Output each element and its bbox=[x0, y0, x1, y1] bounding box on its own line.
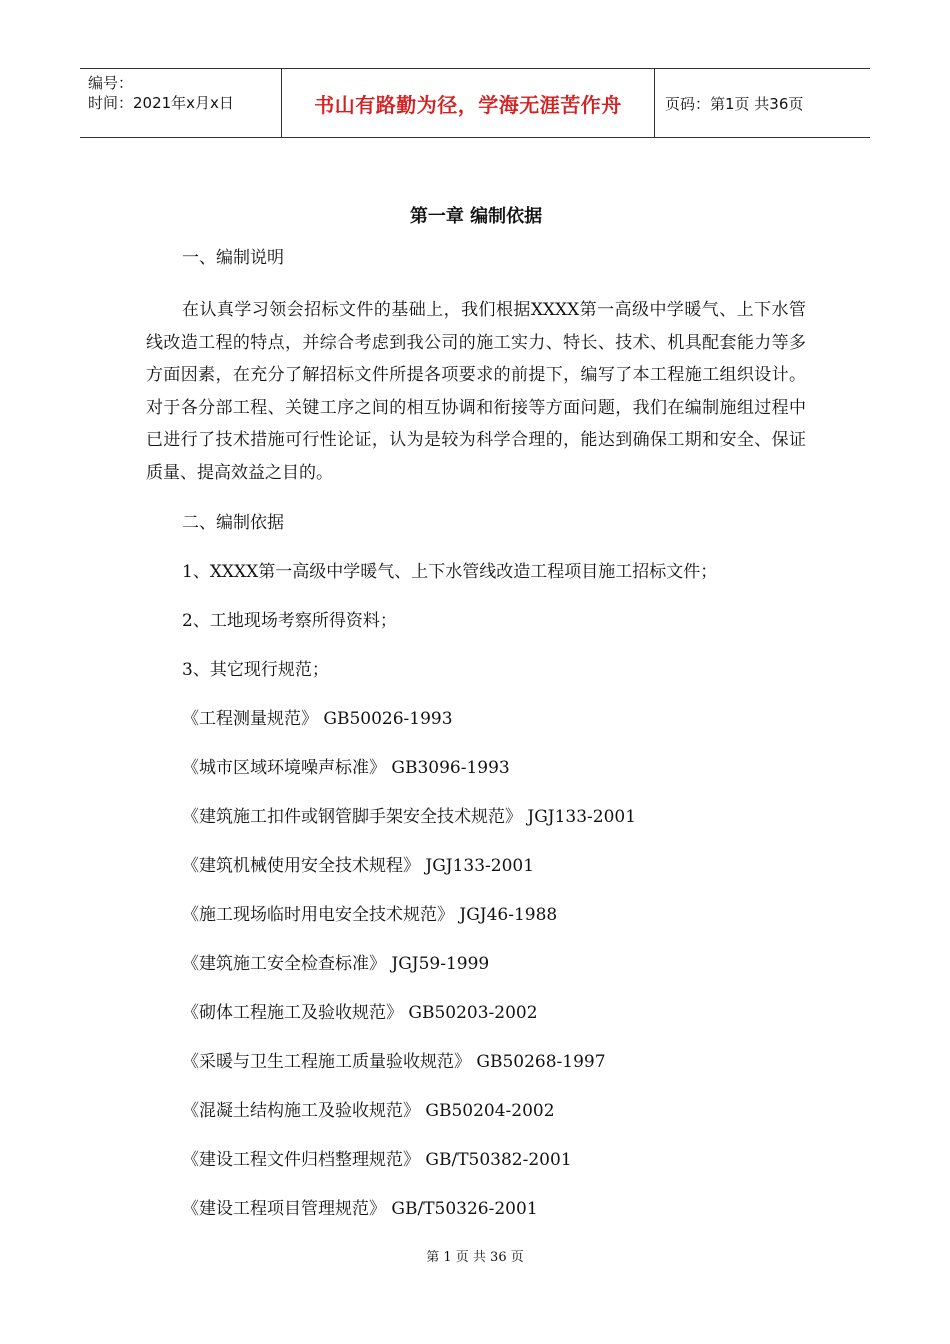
chapter-title: 第一章 编制依据 bbox=[409, 206, 543, 227]
header-motto: 书山有路勤为径，学海无涯苦作舟 bbox=[282, 69, 655, 137]
standard-item: 《混凝土结构施工及验收规范》 GB50204-2002 bbox=[182, 1101, 555, 1121]
section-heading-basis: 二、编制依据 bbox=[182, 513, 284, 533]
standard-item: 《建设工程项目管理规范》 GB/T50326-2001 bbox=[182, 1199, 538, 1219]
document-date: 时间：2021年x月x日 bbox=[88, 94, 234, 112]
document-number-label: 编号： bbox=[88, 74, 134, 92]
basis-item: 2、工地现场考察所得资料； bbox=[182, 611, 397, 631]
standard-item: 《采暖与卫生工程施工质量验收规范》 GB50268-1997 bbox=[182, 1052, 606, 1072]
standard-item: 《建筑施工扣件或钢管脚手架安全技术规范》 JGJ133-2001 bbox=[182, 807, 637, 827]
standard-item: 《砌体工程施工及验收规范》 GB50203-2002 bbox=[182, 1003, 538, 1023]
standard-item: 《建设工程文件归档整理规范》 GB/T50382-2001 bbox=[182, 1150, 572, 1170]
standard-item: 《施工现场临时用电安全技术规范》 JGJ46-1988 bbox=[182, 905, 558, 925]
header-page-info: 页码：第1页 共36页 bbox=[665, 94, 804, 113]
standard-item: 《工程测量规范》 GB50026-1993 bbox=[182, 709, 453, 729]
page-header bbox=[80, 68, 870, 138]
header-meta bbox=[80, 69, 282, 137]
standard-item: 《建筑施工安全检查标准》 JGJ59-1999 bbox=[182, 954, 490, 974]
section-heading-explanation: 一、编制说明 bbox=[182, 248, 284, 268]
document-body bbox=[146, 200, 806, 1234]
basis-item: 1、XXXX第一高级中学暖气、上下水管线改造工程项目施工招标文件； bbox=[182, 562, 718, 582]
standard-item: 《城市区域环境噪声标准》 GB3096-1993 bbox=[182, 758, 510, 778]
explanation-paragraph: 在认真学习领会招标文件的基础上，我们根据XXXX第一高级中学暖气、上下水管线改造工程的特点，并综合考虑到我公司的施工实力、特长、技术、机具配套能力等多方面因素，在充分了解招标文件所提各项要求的前提下，编写了本工程施工组织设计。对于各分部工程、关键工序之间的相互协调和衔接等方面问题，我们在编制施组过程中已进行了技术措施可行性论证，认为是较为科学合理的，能达到确保工期和安全、保证质量、提高效益之目的。 bbox=[146, 300, 806, 483]
standard-item: 《建筑机械使用安全技术规程》 JGJ133-2001 bbox=[182, 856, 535, 876]
basis-item: 3、其它现行规范； bbox=[182, 660, 329, 680]
page-footer: 第 1 页 共 36 页 bbox=[426, 1250, 524, 1265]
